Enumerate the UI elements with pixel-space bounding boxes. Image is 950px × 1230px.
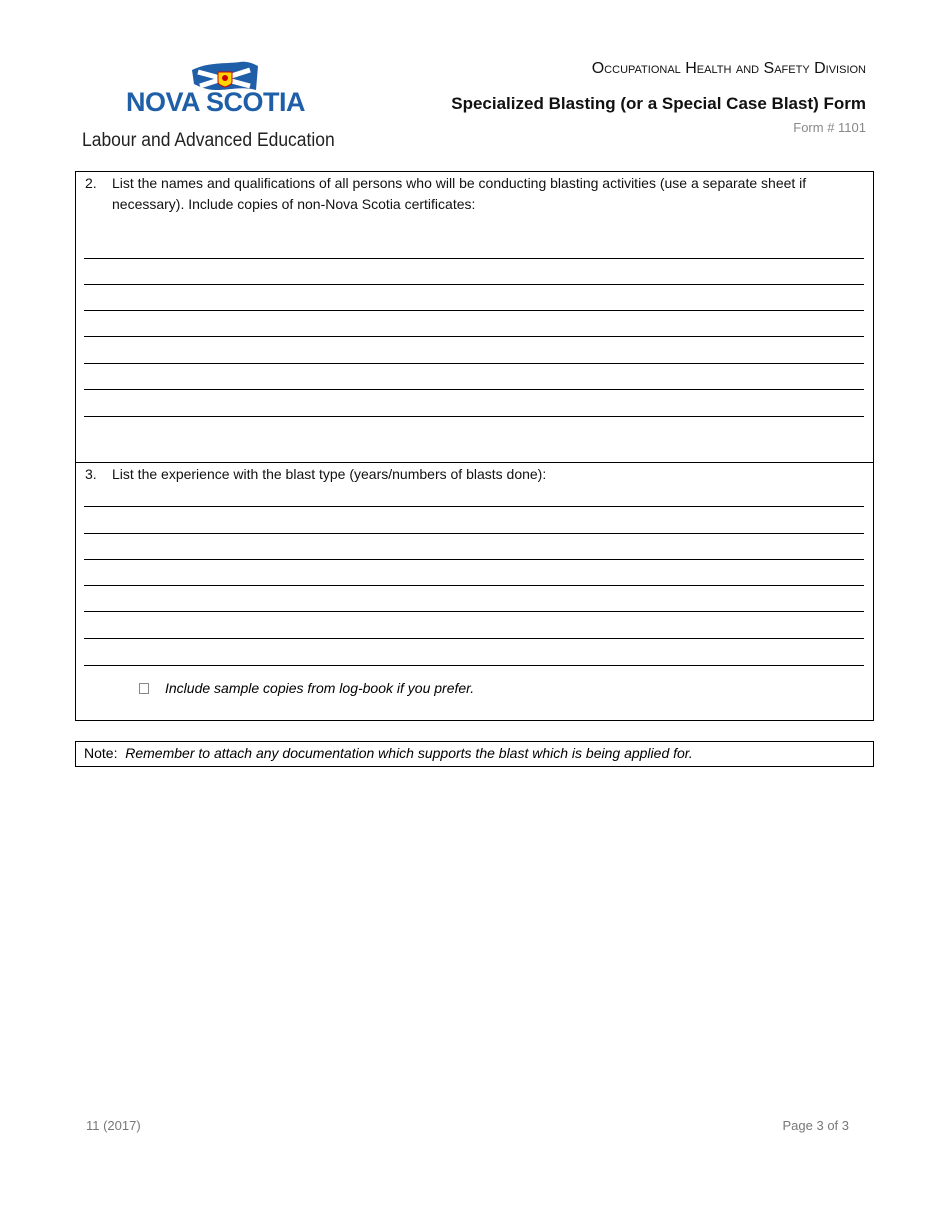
logbook-checkbox[interactable] (139, 683, 149, 694)
note-label: Note: (84, 745, 118, 761)
answer-line[interactable] (84, 363, 864, 364)
answer-line[interactable] (84, 585, 864, 586)
answer-line[interactable] (84, 416, 864, 417)
form-number: Form # 1101 (793, 120, 866, 135)
answer-line[interactable] (84, 336, 864, 337)
note-text: Remember to attach any documentation which supports the blast which is being applied for. (125, 745, 693, 761)
form-title: Specialized Blasting (or a Special Case Blast) Form (451, 94, 866, 113)
answer-line[interactable] (84, 638, 864, 639)
answer-line[interactable] (84, 533, 864, 534)
answer-line[interactable] (84, 310, 864, 311)
logo-wordmark: NOVA SCOTIA (126, 87, 306, 117)
answer-line[interactable] (84, 665, 864, 666)
question-number: 3. (85, 466, 97, 482)
question-text: List the names and qualifications of all persons who will be conducting blasting activities (use a separate sheet if necessary). Include copies of non-Nova Scotia certificates: (112, 175, 807, 212)
answer-line[interactable] (84, 258, 864, 259)
question-number: 2. (85, 175, 97, 191)
answer-line[interactable] (84, 389, 864, 390)
note-box (75, 741, 874, 767)
question-text: List the experience with the blast type (years/numbers of blasts done): (112, 466, 547, 482)
answer-line[interactable] (84, 284, 864, 285)
answer-line[interactable] (84, 559, 864, 560)
division-name: Occupational Health and Safety Division (591, 60, 866, 77)
nova-scotia-logo (80, 58, 380, 158)
question-2-section (75, 171, 874, 463)
logbook-checkbox-label: Include sample copies from log-book if you prefer. (165, 680, 475, 696)
page-number: Page 3 of 3 (782, 1118, 849, 1133)
department-name: Labour and Advanced Education (82, 130, 335, 151)
answer-line[interactable] (84, 506, 864, 507)
form-revision: 11 (2017) (86, 1118, 141, 1133)
question-3-section (75, 462, 874, 721)
note (84, 745, 693, 761)
logbook-option (139, 680, 474, 696)
answer-line[interactable] (84, 611, 864, 612)
